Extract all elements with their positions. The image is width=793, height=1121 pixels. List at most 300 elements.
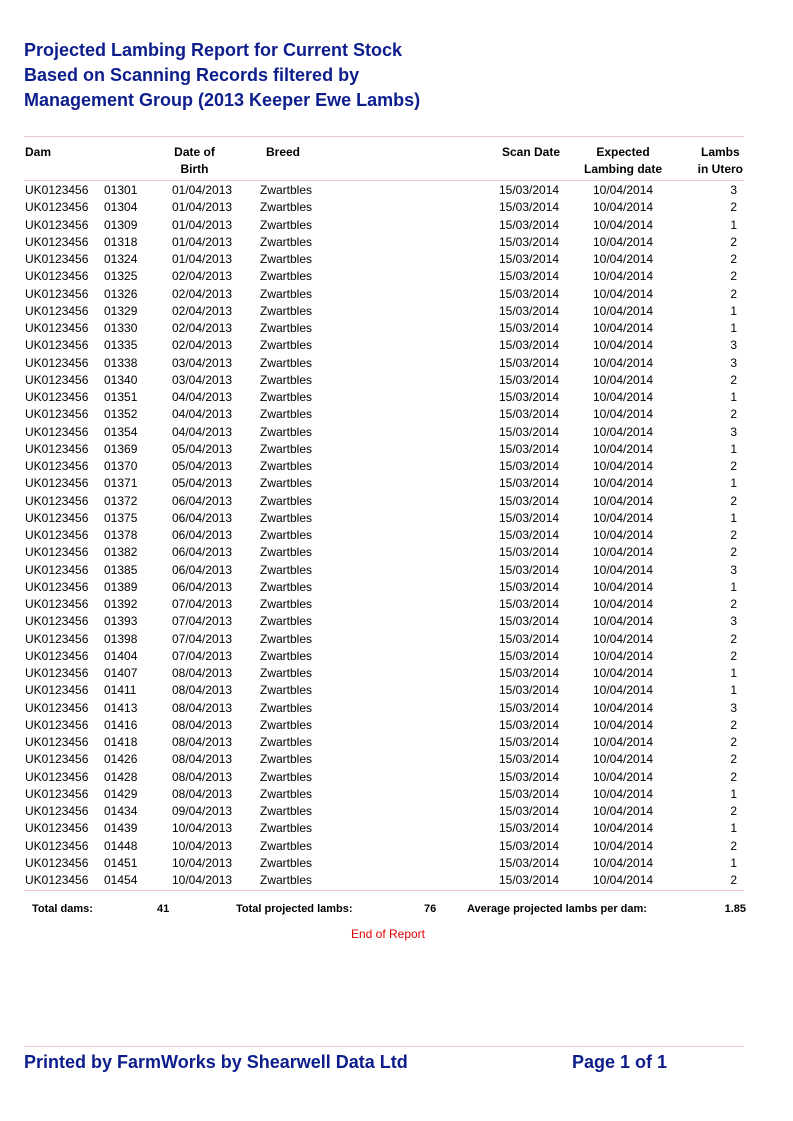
breed-cell: Zwartbles bbox=[260, 217, 313, 232]
tag-cell: 01407 bbox=[104, 666, 138, 680]
expected-date-cell: 10/04/2014 bbox=[593, 269, 654, 284]
herd-cell: UK0123456 bbox=[25, 303, 89, 318]
tag-cell: 01338 bbox=[104, 355, 138, 370]
lambs-in-utero-cell: 1 bbox=[730, 579, 737, 594]
breed-cell: Zwartbles bbox=[260, 821, 313, 836]
total-dams-value: 41 bbox=[157, 903, 170, 915]
tag-cell: 01304 bbox=[104, 200, 138, 215]
table-row bbox=[0, 199, 793, 216]
scan-date-cell: 15/03/2014 bbox=[499, 631, 560, 646]
dob-cell: 08/04/2013 bbox=[172, 735, 233, 749]
breed-cell: Zwartbles bbox=[260, 528, 313, 542]
tag-cell: 01309 bbox=[104, 217, 138, 232]
expected-date-cell: 10/04/2014 bbox=[593, 579, 654, 594]
expected-date-cell: 10/04/2014 bbox=[593, 476, 654, 491]
tag-cell: 01426 bbox=[104, 752, 138, 767]
expected-date-cell: 10/04/2014 bbox=[593, 338, 654, 353]
tag-cell: 01451 bbox=[104, 855, 138, 870]
tag-cell: 01413 bbox=[104, 700, 138, 715]
expected-date-cell: 10/04/2014 bbox=[593, 528, 654, 542]
scan-date-cell: 15/03/2014 bbox=[499, 804, 560, 818]
tag-cell: 01354 bbox=[104, 424, 138, 439]
table-row bbox=[0, 510, 793, 527]
scan-date-cell: 15/03/2014 bbox=[499, 252, 560, 266]
dob-cell: 07/04/2013 bbox=[172, 648, 233, 663]
table-row bbox=[0, 251, 793, 268]
scan-date-cell: 15/03/2014 bbox=[499, 683, 560, 698]
scan-date-cell: 15/03/2014 bbox=[499, 752, 560, 767]
tag-cell: 01318 bbox=[104, 234, 138, 249]
scan-date-cell: 15/03/2014 bbox=[499, 769, 560, 784]
breed-cell: Zwartbles bbox=[260, 562, 313, 577]
breed-cell: Zwartbles bbox=[260, 476, 313, 491]
breed-cell: Zwartbles bbox=[260, 252, 313, 266]
table-row bbox=[0, 441, 793, 458]
dob-cell: 04/04/2013 bbox=[172, 407, 233, 422]
expected-date-cell: 10/04/2014 bbox=[593, 321, 654, 335]
scan-date-cell: 15/03/2014 bbox=[499, 321, 560, 335]
average-lambs-value: 1.85 bbox=[724, 903, 746, 915]
herd-cell: UK0123456 bbox=[25, 183, 89, 197]
table-row bbox=[0, 544, 793, 561]
breed-cell: Zwartbles bbox=[260, 579, 313, 594]
dob-cell: 06/04/2013 bbox=[172, 545, 233, 560]
report-title: Projected Lambing Report for Current Stock Based on Scanning Records filtered by Management Group (2013 Keeper Ewe Lambs) bbox=[24, 40, 421, 110]
tag-cell: 01428 bbox=[104, 769, 138, 784]
dob-cell: 05/04/2013 bbox=[172, 459, 233, 473]
lambs-in-utero-cell: 1 bbox=[730, 666, 737, 680]
dob-cell: 08/04/2013 bbox=[172, 683, 233, 698]
scan-date-cell: 15/03/2014 bbox=[499, 510, 560, 525]
expected-date-cell: 10/04/2014 bbox=[593, 234, 654, 249]
breed-cell: Zwartbles bbox=[260, 855, 313, 870]
dob-cell: 06/04/2013 bbox=[172, 528, 233, 542]
tag-cell: 01385 bbox=[104, 562, 138, 577]
lambs-in-utero-cell: 1 bbox=[730, 390, 737, 404]
table-row bbox=[0, 268, 793, 285]
breed-cell: Zwartbles bbox=[260, 390, 313, 404]
herd-cell: UK0123456 bbox=[25, 614, 89, 629]
tag-cell: 01392 bbox=[104, 597, 138, 611]
dob-cell: 02/04/2013 bbox=[172, 269, 233, 284]
col-header-dob-line1: Date of bbox=[174, 145, 215, 159]
dob-cell: 07/04/2013 bbox=[172, 631, 233, 646]
tag-cell: 01382 bbox=[104, 545, 138, 560]
total-lambs-value: 76 bbox=[424, 903, 437, 915]
breed-cell: Zwartbles bbox=[260, 752, 313, 767]
scan-date-cell: 15/03/2014 bbox=[499, 234, 560, 249]
breed-cell: Zwartbles bbox=[260, 355, 313, 370]
breed-cell: Zwartbles bbox=[260, 459, 313, 473]
scan-date-cell: 15/03/2014 bbox=[499, 269, 560, 284]
table-row bbox=[0, 406, 793, 423]
lambs-in-utero-cell: 2 bbox=[730, 752, 737, 767]
herd-cell: UK0123456 bbox=[25, 234, 89, 249]
expected-date-cell: 10/04/2014 bbox=[593, 735, 654, 749]
tag-cell: 01416 bbox=[104, 717, 138, 732]
col-header-breed: Breed bbox=[266, 145, 301, 159]
dob-cell: 09/04/2013 bbox=[172, 804, 233, 818]
table-row bbox=[0, 613, 793, 630]
lambs-in-utero-cell: 2 bbox=[730, 459, 737, 473]
col-header-expected-line2: Lambing date bbox=[583, 162, 662, 176]
scan-date-cell: 15/03/2014 bbox=[499, 597, 560, 611]
herd-cell: UK0123456 bbox=[25, 735, 89, 749]
breed-cell: Zwartbles bbox=[260, 769, 313, 784]
expected-date-cell: 10/04/2014 bbox=[593, 200, 654, 215]
expected-date-cell: 10/04/2014 bbox=[593, 648, 654, 663]
scan-date-cell: 15/03/2014 bbox=[499, 355, 560, 370]
scan-date-cell: 15/03/2014 bbox=[499, 873, 560, 887]
expected-date-cell: 10/04/2014 bbox=[593, 441, 654, 456]
breed-cell: Zwartbles bbox=[260, 372, 313, 387]
tag-cell: 01448 bbox=[104, 838, 138, 853]
lambs-in-utero-cell: 2 bbox=[730, 372, 737, 387]
scan-date-cell: 15/03/2014 bbox=[499, 855, 560, 870]
tag-cell: 01393 bbox=[104, 614, 138, 629]
table-row bbox=[0, 786, 793, 803]
expected-date-cell: 10/04/2014 bbox=[593, 700, 654, 715]
scan-date-cell: 15/03/2014 bbox=[499, 407, 560, 422]
dob-cell: 06/04/2013 bbox=[172, 510, 233, 525]
table-row bbox=[0, 648, 793, 665]
scan-date-cell: 15/03/2014 bbox=[499, 562, 560, 577]
dob-cell: 02/04/2013 bbox=[172, 321, 233, 335]
table-row bbox=[0, 234, 793, 251]
scan-date-cell: 15/03/2014 bbox=[499, 459, 560, 473]
table-row bbox=[0, 562, 793, 579]
breed-cell: Zwartbles bbox=[260, 717, 313, 732]
total-lambs-label: Total projected lambs: bbox=[236, 903, 353, 915]
expected-date-cell: 10/04/2014 bbox=[593, 666, 654, 680]
lambs-in-utero-cell: 2 bbox=[730, 200, 737, 215]
lambs-in-utero-cell: 2 bbox=[730, 407, 737, 422]
scan-date-cell: 15/03/2014 bbox=[499, 286, 560, 301]
tag-cell: 01404 bbox=[104, 648, 138, 663]
breed-cell: Zwartbles bbox=[260, 683, 313, 698]
breed-cell: Zwartbles bbox=[260, 441, 313, 456]
expected-date-cell: 10/04/2014 bbox=[593, 183, 654, 197]
tag-cell: 01454 bbox=[104, 873, 138, 887]
scan-date-cell: 15/03/2014 bbox=[499, 424, 560, 439]
herd-cell: UK0123456 bbox=[25, 631, 89, 646]
table-row bbox=[0, 820, 793, 837]
expected-date-cell: 10/04/2014 bbox=[593, 286, 654, 301]
tag-cell: 01411 bbox=[104, 683, 137, 698]
col-header-lambs-line2: in Utero bbox=[697, 162, 743, 176]
breed-cell: Zwartbles bbox=[260, 648, 313, 663]
dob-cell: 07/04/2013 bbox=[172, 597, 233, 611]
breed-cell: Zwartbles bbox=[260, 303, 313, 318]
dob-cell: 01/04/2013 bbox=[172, 217, 233, 232]
dob-cell: 08/04/2013 bbox=[172, 700, 233, 715]
scan-date-cell: 15/03/2014 bbox=[499, 821, 560, 836]
herd-cell: UK0123456 bbox=[25, 769, 89, 784]
scan-date-cell: 15/03/2014 bbox=[499, 476, 560, 491]
table-row bbox=[0, 389, 793, 406]
expected-date-cell: 10/04/2014 bbox=[593, 217, 654, 232]
table-row bbox=[0, 337, 793, 354]
dob-cell: 08/04/2013 bbox=[172, 786, 233, 801]
lambs-in-utero-cell: 2 bbox=[730, 286, 737, 301]
tag-cell: 01372 bbox=[104, 493, 138, 508]
col-header-dob-line2: Birth bbox=[180, 162, 209, 176]
expected-date-cell: 10/04/2014 bbox=[593, 545, 654, 560]
herd-cell: UK0123456 bbox=[25, 493, 89, 508]
lambs-in-utero-cell: 3 bbox=[730, 614, 737, 629]
table-row bbox=[0, 286, 793, 303]
scan-date-cell: 15/03/2014 bbox=[499, 441, 560, 456]
table-row bbox=[0, 838, 793, 855]
table-row bbox=[0, 372, 793, 389]
tag-cell: 01370 bbox=[104, 459, 138, 473]
lambs-in-utero-cell: 3 bbox=[730, 562, 737, 577]
dob-cell: 06/04/2013 bbox=[172, 493, 233, 508]
herd-cell: UK0123456 bbox=[25, 510, 89, 525]
scan-date-cell: 15/03/2014 bbox=[499, 338, 560, 353]
table-bottom-rule bbox=[24, 890, 744, 891]
herd-cell: UK0123456 bbox=[25, 459, 89, 473]
scan-date-cell: 15/03/2014 bbox=[499, 200, 560, 215]
scan-date-cell: 15/03/2014 bbox=[499, 614, 560, 629]
dob-cell: 06/04/2013 bbox=[172, 579, 233, 594]
expected-date-cell: 10/04/2014 bbox=[593, 407, 654, 422]
herd-cell: UK0123456 bbox=[25, 390, 89, 404]
lambs-in-utero-cell: 1 bbox=[730, 683, 737, 698]
table-row bbox=[0, 665, 793, 682]
lambs-in-utero-cell: 1 bbox=[730, 821, 737, 836]
lambs-in-utero-cell: 1 bbox=[730, 441, 737, 456]
expected-date-cell: 10/04/2014 bbox=[593, 821, 654, 836]
table-row bbox=[0, 682, 793, 699]
footer-rule bbox=[24, 1046, 744, 1047]
herd-cell: UK0123456 bbox=[25, 545, 89, 560]
tag-cell: 01352 bbox=[104, 407, 138, 422]
expected-date-cell: 10/04/2014 bbox=[593, 390, 654, 404]
herd-cell: UK0123456 bbox=[25, 217, 89, 232]
expected-date-cell: 10/04/2014 bbox=[593, 355, 654, 370]
table-row bbox=[0, 700, 793, 717]
lambs-in-utero-cell: 2 bbox=[730, 269, 737, 284]
breed-cell: Zwartbles bbox=[260, 424, 313, 439]
breed-cell: Zwartbles bbox=[260, 545, 313, 560]
breed-cell: Zwartbles bbox=[260, 269, 313, 284]
lambs-in-utero-cell: 2 bbox=[730, 717, 737, 732]
expected-date-cell: 10/04/2014 bbox=[593, 493, 654, 508]
herd-cell: UK0123456 bbox=[25, 855, 89, 870]
lambs-in-utero-cell: 2 bbox=[730, 769, 737, 784]
expected-date-cell: 10/04/2014 bbox=[593, 683, 654, 698]
breed-cell: Zwartbles bbox=[260, 614, 313, 629]
lambs-in-utero-cell: 2 bbox=[730, 873, 737, 887]
expected-date-cell: 10/04/2014 bbox=[593, 510, 654, 525]
scan-date-cell: 15/03/2014 bbox=[499, 303, 560, 318]
expected-date-cell: 10/04/2014 bbox=[593, 838, 654, 853]
dob-cell: 04/04/2013 bbox=[172, 390, 233, 404]
expected-date-cell: 10/04/2014 bbox=[593, 562, 654, 577]
herd-cell: UK0123456 bbox=[25, 821, 89, 836]
lambs-in-utero-cell: 1 bbox=[730, 217, 737, 232]
herd-cell: UK0123456 bbox=[25, 648, 89, 663]
table-row bbox=[0, 717, 793, 734]
dob-cell: 07/04/2013 bbox=[172, 614, 233, 629]
table-row bbox=[0, 493, 793, 510]
expected-date-cell: 10/04/2014 bbox=[593, 303, 654, 318]
expected-date-cell: 10/04/2014 bbox=[593, 252, 654, 266]
table-row bbox=[0, 872, 793, 889]
herd-cell: UK0123456 bbox=[25, 286, 89, 301]
tag-cell: 01439 bbox=[104, 821, 138, 836]
breed-cell: Zwartbles bbox=[260, 234, 313, 249]
breed-cell: Zwartbles bbox=[260, 183, 313, 197]
lambs-in-utero-cell: 1 bbox=[730, 786, 737, 801]
breed-cell: Zwartbles bbox=[260, 597, 313, 611]
breed-cell: Zwartbles bbox=[260, 873, 313, 887]
scan-date-cell: 15/03/2014 bbox=[499, 717, 560, 732]
dob-cell: 02/04/2013 bbox=[172, 303, 233, 318]
tag-cell: 01375 bbox=[104, 510, 138, 525]
table-row bbox=[0, 424, 793, 441]
tag-cell: 01330 bbox=[104, 321, 138, 335]
lambs-in-utero-cell: 3 bbox=[730, 424, 737, 439]
lambs-in-utero-cell: 2 bbox=[730, 545, 737, 560]
lambs-in-utero-cell: 2 bbox=[730, 838, 737, 853]
herd-cell: UK0123456 bbox=[25, 476, 89, 491]
breed-cell: Zwartbles bbox=[260, 510, 313, 525]
tag-cell: 01398 bbox=[104, 631, 138, 646]
scan-date-cell: 15/03/2014 bbox=[499, 735, 560, 749]
dob-cell: 10/04/2013 bbox=[172, 873, 233, 887]
expected-date-cell: 10/04/2014 bbox=[593, 459, 654, 473]
herd-cell: UK0123456 bbox=[25, 355, 89, 370]
herd-cell: UK0123456 bbox=[25, 666, 89, 680]
col-header-lambs-in-utero bbox=[698, 144, 743, 178]
lambs-in-utero-cell: 2 bbox=[730, 597, 737, 611]
breed-cell: Zwartbles bbox=[260, 631, 313, 646]
expected-date-cell: 10/04/2014 bbox=[593, 873, 654, 887]
dob-cell: 08/04/2013 bbox=[172, 666, 233, 680]
breed-cell: Zwartbles bbox=[260, 200, 313, 215]
dob-cell: 05/04/2013 bbox=[172, 476, 233, 491]
expected-date-cell: 10/04/2014 bbox=[593, 769, 654, 784]
table-row bbox=[0, 734, 793, 751]
tag-cell: 01434 bbox=[104, 804, 138, 818]
tag-cell: 01429 bbox=[104, 786, 138, 801]
herd-cell: UK0123456 bbox=[25, 200, 89, 215]
dob-cell: 03/04/2013 bbox=[172, 355, 233, 370]
table-row bbox=[0, 182, 793, 199]
table-row bbox=[0, 631, 793, 648]
table-row bbox=[0, 803, 793, 820]
header-top-rule bbox=[24, 136, 744, 137]
tag-cell: 01378 bbox=[104, 528, 138, 542]
table-row bbox=[0, 751, 793, 768]
herd-cell: UK0123456 bbox=[25, 372, 89, 387]
table-row bbox=[0, 475, 793, 492]
tag-cell: 01325 bbox=[104, 269, 138, 284]
herd-cell: UK0123456 bbox=[25, 786, 89, 801]
herd-cell: UK0123456 bbox=[25, 804, 89, 818]
breed-cell: Zwartbles bbox=[260, 407, 313, 422]
footer-page-number: Page 1 of 1 bbox=[572, 1052, 668, 1072]
lambs-in-utero-cell: 1 bbox=[730, 476, 737, 491]
expected-date-cell: 10/04/2014 bbox=[593, 717, 654, 732]
herd-cell: UK0123456 bbox=[25, 269, 89, 284]
herd-cell: UK0123456 bbox=[25, 597, 89, 611]
expected-date-cell: 10/04/2014 bbox=[593, 631, 654, 646]
herd-cell: UK0123456 bbox=[25, 838, 89, 853]
lambs-in-utero-cell: 1 bbox=[730, 510, 737, 525]
breed-cell: Zwartbles bbox=[260, 838, 313, 853]
herd-cell: UK0123456 bbox=[25, 528, 89, 542]
breed-cell: Zwartbles bbox=[260, 700, 313, 715]
herd-cell: UK0123456 bbox=[25, 683, 89, 698]
scan-date-cell: 15/03/2014 bbox=[499, 183, 560, 197]
table-row bbox=[0, 303, 793, 320]
herd-cell: UK0123456 bbox=[25, 407, 89, 422]
scan-date-cell: 15/03/2014 bbox=[499, 648, 560, 663]
expected-date-cell: 10/04/2014 bbox=[593, 855, 654, 870]
report-table-body bbox=[0, 182, 793, 889]
herd-cell: UK0123456 bbox=[25, 441, 89, 456]
lambs-in-utero-cell: 2 bbox=[730, 252, 737, 266]
expected-date-cell: 10/04/2014 bbox=[593, 597, 654, 611]
expected-date-cell: 10/04/2014 bbox=[593, 424, 654, 439]
herd-cell: UK0123456 bbox=[25, 873, 89, 887]
herd-cell: UK0123456 bbox=[25, 424, 89, 439]
lambs-in-utero-cell: 3 bbox=[730, 355, 737, 370]
average-lambs-label: Average projected lambs per dam: bbox=[467, 903, 647, 915]
breed-cell: Zwartbles bbox=[260, 338, 313, 353]
dob-cell: 10/04/2013 bbox=[172, 821, 233, 836]
tag-cell: 01324 bbox=[104, 252, 138, 266]
dob-cell: 03/04/2013 bbox=[172, 372, 233, 387]
lambs-in-utero-cell: 2 bbox=[730, 631, 737, 646]
tag-cell: 01418 bbox=[104, 735, 138, 749]
scan-date-cell: 15/03/2014 bbox=[499, 528, 560, 542]
col-header-expected-lambing-date bbox=[580, 144, 666, 178]
lambs-in-utero-cell: 2 bbox=[730, 234, 737, 249]
expected-date-cell: 10/04/2014 bbox=[593, 786, 654, 801]
expected-date-cell: 10/04/2014 bbox=[593, 614, 654, 629]
dob-cell: 01/04/2013 bbox=[172, 252, 233, 266]
dob-cell: 01/04/2013 bbox=[172, 234, 233, 249]
col-header-expected-line1: Expected bbox=[596, 145, 650, 159]
herd-cell: UK0123456 bbox=[25, 700, 89, 715]
tag-cell: 01351 bbox=[104, 390, 138, 404]
col-header-date-of-birth bbox=[172, 144, 217, 178]
dob-cell: 06/04/2013 bbox=[172, 562, 233, 577]
tag-cell: 01301 bbox=[104, 183, 138, 197]
col-header-dam: Dam bbox=[25, 145, 52, 159]
dob-cell: 01/04/2013 bbox=[172, 200, 233, 215]
col-header-scan-date: Scan Date bbox=[502, 145, 561, 159]
lambs-in-utero-cell: 3 bbox=[730, 700, 737, 715]
herd-cell: UK0123456 bbox=[25, 752, 89, 767]
breed-cell: Zwartbles bbox=[260, 666, 313, 680]
lambs-in-utero-cell: 1 bbox=[730, 321, 737, 335]
scan-date-cell: 15/03/2014 bbox=[499, 390, 560, 404]
scan-date-cell: 15/03/2014 bbox=[499, 493, 560, 508]
tag-cell: 01335 bbox=[104, 338, 138, 353]
dob-cell: 04/04/2013 bbox=[172, 424, 233, 439]
scan-date-cell: 15/03/2014 bbox=[499, 838, 560, 853]
lambs-in-utero-cell: 1 bbox=[730, 855, 737, 870]
scan-date-cell: 15/03/2014 bbox=[499, 217, 560, 232]
expected-date-cell: 10/04/2014 bbox=[593, 752, 654, 767]
table-row bbox=[0, 355, 793, 372]
table-row bbox=[0, 769, 793, 786]
